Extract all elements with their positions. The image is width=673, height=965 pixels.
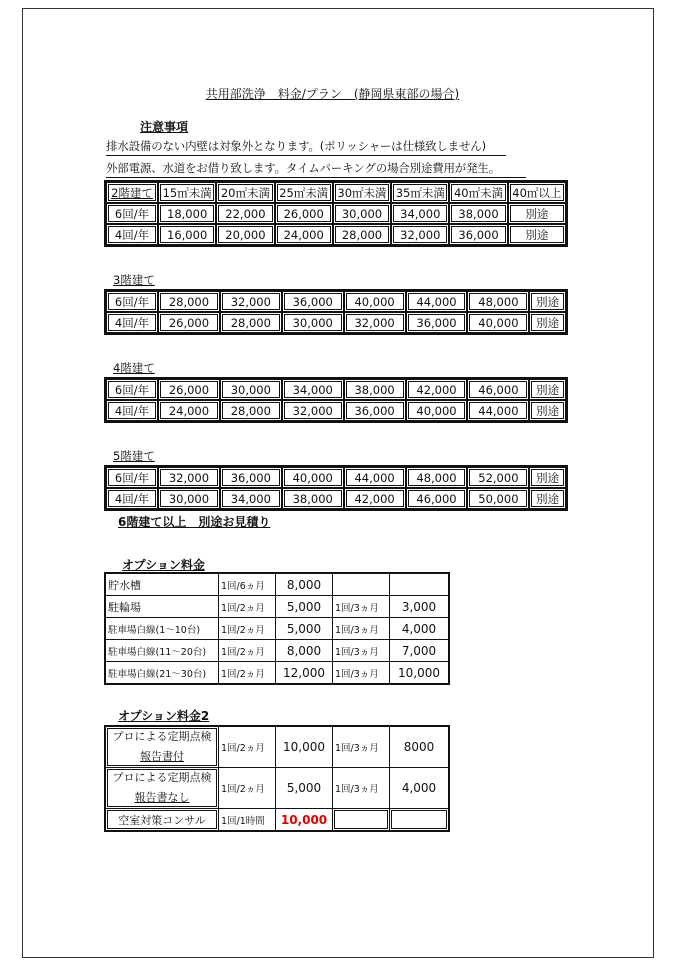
option-price: 5,000: [276, 618, 333, 640]
price-table-5f: [104, 465, 568, 511]
option-price: 8,000: [276, 640, 333, 662]
option2-name: [105, 768, 219, 809]
option2-price: 10,000: [276, 726, 333, 768]
price-cell: 44,000: [467, 400, 529, 421]
table-row: [105, 768, 449, 809]
option-price: 10,000: [390, 662, 450, 685]
note-1: 排水設備のない内壁は対象外となります。(ポリッシャーは仕様致しません): [106, 138, 506, 156]
table-row: [106, 379, 566, 400]
floor-label-3f: 3階建て: [113, 273, 155, 287]
option2-plan: 1回/3ヵ月: [333, 768, 390, 809]
options2-table: [104, 725, 450, 832]
price-cell: 32,000: [158, 467, 220, 488]
option-plan: 1回/2ヵ月: [219, 640, 276, 662]
consult-plan: 1回/1時間: [219, 809, 276, 832]
price-cell: 26,000: [275, 203, 333, 224]
price-cell: 50,000: [467, 488, 529, 509]
price-cell: 30,000: [158, 488, 220, 509]
header-size: 20㎡未満: [216, 182, 274, 203]
table-row: [105, 618, 449, 640]
price-cell: 30,000: [220, 379, 282, 400]
freq-cell: 6回/年: [106, 203, 158, 224]
table-row: [105, 640, 449, 662]
table-row: [106, 400, 566, 421]
table-row: [105, 662, 449, 685]
price-cell: 別途: [529, 467, 566, 488]
header-size: 25㎡未満: [275, 182, 333, 203]
price-cell: 40,000: [282, 467, 344, 488]
option2-plan: 1回/3ヵ月: [333, 726, 390, 768]
price-cell: 32,000: [344, 312, 406, 333]
price-cell: 18,000: [158, 203, 216, 224]
option2-name-line1: プロによる定期点検: [112, 771, 212, 784]
price-cell: 46,000: [406, 488, 468, 509]
table-row: [106, 291, 566, 312]
option2-name-line1: プロによる定期点検: [112, 730, 212, 743]
note-2: 外部電源、水道をお借り致します。タイムパーキングの場合別途費用が発生。: [106, 160, 526, 178]
option-name: 駐車場白線(21～30台): [105, 662, 219, 685]
price-cell: 42,000: [406, 379, 468, 400]
price-cell: 30,000: [282, 312, 344, 333]
price-cell: 別途: [529, 488, 566, 509]
option-price: 4,000: [390, 618, 450, 640]
table-row: [106, 488, 566, 509]
option2-plan: 1回/2ヵ月: [219, 768, 276, 809]
option-price: 8,000: [276, 573, 333, 596]
price-cell: 44,000: [344, 467, 406, 488]
price-cell: 32,000: [391, 224, 449, 245]
options-table: [104, 572, 450, 685]
price-cell: 28,000: [158, 291, 220, 312]
price-cell: 26,000: [158, 312, 220, 333]
price-cell: 36,000: [449, 224, 507, 245]
price-cell: 36,000: [344, 400, 406, 421]
option-plan: 1回/2ヵ月: [219, 596, 276, 618]
price-cell: 32,000: [220, 291, 282, 312]
price-cell: 36,000: [282, 291, 344, 312]
header-size: 30㎡未満: [333, 182, 391, 203]
price-cell: 34,000: [282, 379, 344, 400]
price-cell: 32,000: [282, 400, 344, 421]
empty-cell: [390, 809, 450, 832]
option-plan: 1回/3ヵ月: [333, 640, 390, 662]
price-cell: 36,000: [406, 312, 468, 333]
price-cell: 46,000: [467, 379, 529, 400]
option2-name: [105, 726, 219, 768]
price-cell: 36,000: [220, 467, 282, 488]
price-cell: 38,000: [449, 203, 507, 224]
freq-cell: 4回/年: [106, 224, 158, 245]
option-plan: [333, 573, 390, 596]
header-size: 40㎡未満: [449, 182, 507, 203]
freq-cell: 4回/年: [106, 400, 158, 421]
price-cell: 48,000: [467, 291, 529, 312]
price-table-2f: [104, 180, 568, 247]
option2-price: 8000: [390, 726, 450, 768]
price-cell: 20,000: [216, 224, 274, 245]
freq-cell: 4回/年: [106, 312, 158, 333]
size-header-row: [106, 182, 566, 203]
price-cell: 30,000: [333, 203, 391, 224]
price-cell: 40,000: [467, 312, 529, 333]
option2-name-line2: 報告書付: [140, 750, 184, 763]
price-cell: 別途: [508, 224, 566, 245]
price-cell: 別途: [529, 291, 566, 312]
option-plan: 1回/2ヵ月: [219, 662, 276, 685]
freq-cell: 6回/年: [106, 379, 158, 400]
option-price: 7,000: [390, 640, 450, 662]
option-plan: 1回/3ヵ月: [333, 618, 390, 640]
price-cell: 別途: [529, 400, 566, 421]
option-plan: 1回/3ヵ月: [333, 596, 390, 618]
table-row: [106, 203, 566, 224]
option-price: 5,000: [276, 596, 333, 618]
option-price: [390, 573, 450, 596]
price-cell: 44,000: [406, 291, 468, 312]
price-cell: 34,000: [220, 488, 282, 509]
price-cell: 38,000: [344, 379, 406, 400]
price-cell: 16,000: [158, 224, 216, 245]
price-cell: 40,000: [344, 291, 406, 312]
price-cell: 別途: [529, 312, 566, 333]
price-cell: 52,000: [467, 467, 529, 488]
header-floor: 2階建て: [106, 182, 158, 203]
header-size: 40㎡以上: [508, 182, 566, 203]
option-price: 12,000: [276, 662, 333, 685]
option-plan: 1回/3ヵ月: [333, 662, 390, 685]
six-floor-note: 6階建て以上 別途お見積り: [118, 515, 271, 529]
empty-cell: [333, 809, 390, 832]
option-name: 駐車場白線(1～10台): [105, 618, 219, 640]
price-cell: 別途: [508, 203, 566, 224]
price-cell: 38,000: [282, 488, 344, 509]
option2-plan: 1回/2ヵ月: [219, 726, 276, 768]
options-heading: オプション料金: [122, 558, 205, 572]
option2-name-line2: 報告書なし: [134, 791, 190, 804]
table-row: [105, 573, 449, 596]
page-title: 共用部洗浄 料金/プラン (静岡県東部の場合): [205, 87, 460, 101]
price-table-4f: [104, 377, 568, 423]
freq-cell: 6回/年: [106, 467, 158, 488]
price-cell: 34,000: [391, 203, 449, 224]
price-cell: 48,000: [406, 467, 468, 488]
freq-cell: 4回/年: [106, 488, 158, 509]
floor-label-4f: 4階建て: [113, 361, 155, 375]
option-name: 駐車場白線(11～20台): [105, 640, 219, 662]
price-cell: 40,000: [406, 400, 468, 421]
price-cell: 24,000: [275, 224, 333, 245]
option-name: 駐輪場: [105, 596, 219, 618]
header-size: 15㎡未満: [158, 182, 216, 203]
consult-price: 10,000: [276, 809, 333, 832]
price-cell: 26,000: [158, 379, 220, 400]
option-plan: 1回/2ヵ月: [219, 618, 276, 640]
table-row: [105, 726, 449, 768]
price-table-3f: [104, 289, 568, 335]
price-cell: 28,000: [333, 224, 391, 245]
option-name: 貯水槽: [105, 573, 219, 596]
floor-label-5f: 5階建て: [113, 449, 155, 463]
option2-price: 5,000: [276, 768, 333, 809]
price-cell: 28,000: [220, 312, 282, 333]
price-cell: 22,000: [216, 203, 274, 224]
price-cell: 24,000: [158, 400, 220, 421]
header-size: 35㎡未満: [391, 182, 449, 203]
option2-price: 4,000: [390, 768, 450, 809]
table-row: [105, 596, 449, 618]
options2-heading: オプション料金2: [118, 709, 210, 723]
table-row: [106, 224, 566, 245]
table-row: [106, 312, 566, 333]
table-row: [106, 467, 566, 488]
option-price: 3,000: [390, 596, 450, 618]
option-plan: 1回/6ヵ月: [219, 573, 276, 596]
notes-heading: 注意事項: [140, 120, 189, 134]
price-cell: 42,000: [344, 488, 406, 509]
consult-name: 空室対策コンサル: [105, 809, 219, 832]
price-cell: 28,000: [220, 400, 282, 421]
price-cell: 別途: [529, 379, 566, 400]
freq-cell: 6回/年: [106, 291, 158, 312]
table-row: [105, 809, 449, 832]
